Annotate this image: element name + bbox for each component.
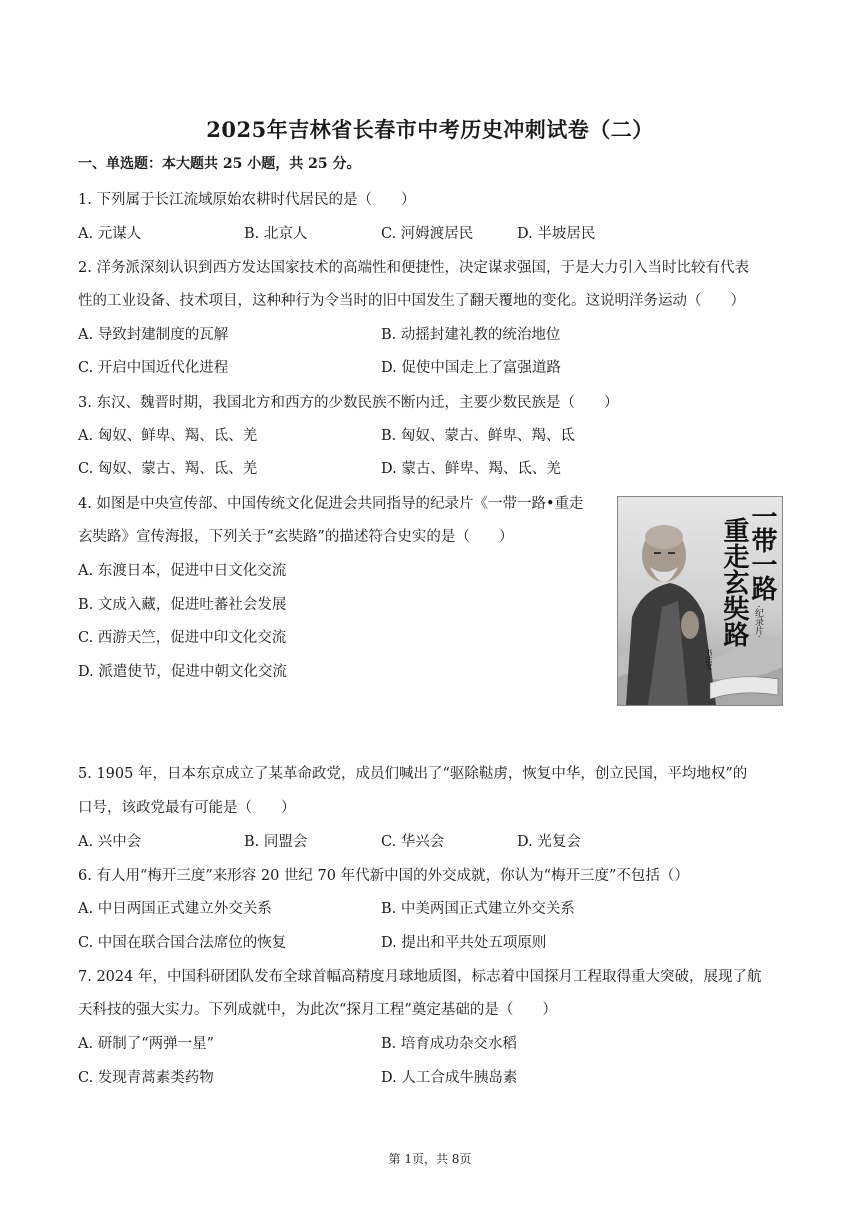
question-2-stem-line-2: 性的工业设备、技术项目，这种种行为令当时的旧中国发生了翻天覆地的变化。这说明洋务运动（ ） — [78, 293, 745, 309]
question-1-stem: 1. 下列属于长江流域原始农耕时代居民的是（ ） — [78, 192, 416, 208]
option-d: D. 半坡居民 — [517, 226, 596, 242]
option-b: B. 匈奴、蒙古、鲜卑、羯、氐 — [381, 428, 575, 444]
question-6-options-row-2 — [78, 933, 778, 953]
question-7-options-row-2 — [78, 1068, 778, 1088]
question-1-options — [78, 224, 778, 244]
option-a: A. 东渡日本，促进中日文化交流 — [78, 563, 287, 579]
question-7-stem-line-2: 天科技的强大实力。下列成就中，为此次“探月工程”奠定基础的是（ ） — [78, 1002, 557, 1018]
option-c: C. 河姆渡居民 — [381, 226, 474, 242]
question-4-stem-line-1: 4. 如图是中央宣传部、中国传统文化促进会共同指导的纪录片《一带一路•重走 — [78, 496, 584, 512]
question-3-stem: 3. 东汉、魏晋时期，我国北方和西方的少数民族不断内迁，主要少数民族是（ ） — [78, 395, 619, 411]
option-b: B. 培育成功杂交水稻 — [381, 1036, 517, 1052]
documentary-poster — [617, 496, 783, 706]
option-d: D. 提出和平共处五项原则 — [381, 935, 547, 951]
option-c: C. 西游天竺，促进中印文化交流 — [78, 630, 287, 646]
question-5-stem-line-2: 口号，该政党最有可能是（ ） — [78, 800, 296, 816]
option-b: B. 北京人 — [244, 226, 308, 242]
page-footer: 第 1页，共 8页 — [388, 1152, 472, 1166]
question-6-options-row-1 — [78, 899, 778, 919]
option-c: C. 开启中国近代化进程 — [78, 360, 229, 376]
option-d: D. 派遣使节，促进中朝文化交流 — [78, 664, 287, 680]
question-6-stem: 6. 有人用“梅开三度”来形容 20 世纪 70 年代新中国的外交成就，你认为“梅开三度”不包括（） — [78, 868, 689, 884]
question-5-stem-line-1: 5. 1905 年，日本东京成立了某革命政党，成员们喊出了“驱除鞑虏，恢复中华，创立民国，平均地权”的 — [78, 766, 748, 782]
question-7-options-row-1 — [78, 1034, 778, 1054]
option-c: C. 中国在联合国合法席位的恢复 — [78, 935, 287, 951]
option-c: C. 匈奴、蒙古、羯、氐、羌 — [78, 461, 258, 477]
poster-subtitle: ·纪录片· — [753, 605, 763, 638]
option-b: B. 动摇封建礼教的统治地位 — [381, 327, 561, 343]
option-a: A. 研制了“两弹一星” — [78, 1036, 215, 1052]
option-b: B. 中美两国正式建立外交关系 — [381, 901, 575, 917]
question-2-stem-line-1: 2. 洋务派深刻认识到西方发达国家技术的高端性和便捷性，决定谋求强国，于是大力引入当时比较有代表 — [78, 260, 749, 276]
option-d: D. 促使中国走上了富强道路 — [381, 360, 561, 376]
option-d: D. 蒙古、鲜卑、羯、氐、羌 — [381, 461, 561, 477]
question-4-stem-line-2: 玄奘路》宣传海报，下列关于“玄奘路”的描述符合史实的是（ ） — [78, 529, 514, 545]
option-b: B. 同盟会 — [244, 834, 308, 850]
poster-title-line-2: 重走玄奘路 — [719, 517, 749, 647]
poster-title-line-1: 一带一路 — [747, 503, 777, 599]
question-2-options-row-1 — [78, 325, 778, 345]
section-heading: 一、单选题：本大题共 25 小题，共 25 分。 — [78, 156, 361, 172]
option-a: A. 兴中会 — [78, 834, 142, 850]
option-c: C. 发现青蒿素类药物 — [78, 1070, 214, 1086]
option-a: A. 导致封建制度的瓦解 — [78, 327, 229, 343]
option-b: B. 文成入藏，促进吐蕃社会发展 — [78, 597, 287, 613]
option-a: A. 元谋人 — [78, 226, 142, 242]
option-a: A. 匈奴、鲜卑、羯、氐、羌 — [78, 428, 258, 444]
option-a: A. 中日两国正式建立外交关系 — [78, 901, 272, 917]
question-2-options-row-2 — [78, 358, 778, 378]
option-c: C. 华兴会 — [381, 834, 445, 850]
option-d: D. 人工合成牛胰岛素 — [381, 1070, 518, 1086]
question-5-options — [78, 832, 778, 852]
question-7-stem-line-1: 7. 2024 年，中国科研团队发布全球首幅高精度月球地质图，标志着中国探月工程取得重大突破，展现了航 — [78, 969, 762, 985]
option-d: D. 光复会 — [517, 834, 581, 850]
poster-signature: 书法家 — [705, 649, 713, 670]
page-title: 2025年吉林省长春市中考历史冲刺试卷（二） — [206, 117, 654, 142]
question-3-options-row-2 — [78, 459, 778, 479]
question-3-options-row-1 — [78, 426, 778, 446]
